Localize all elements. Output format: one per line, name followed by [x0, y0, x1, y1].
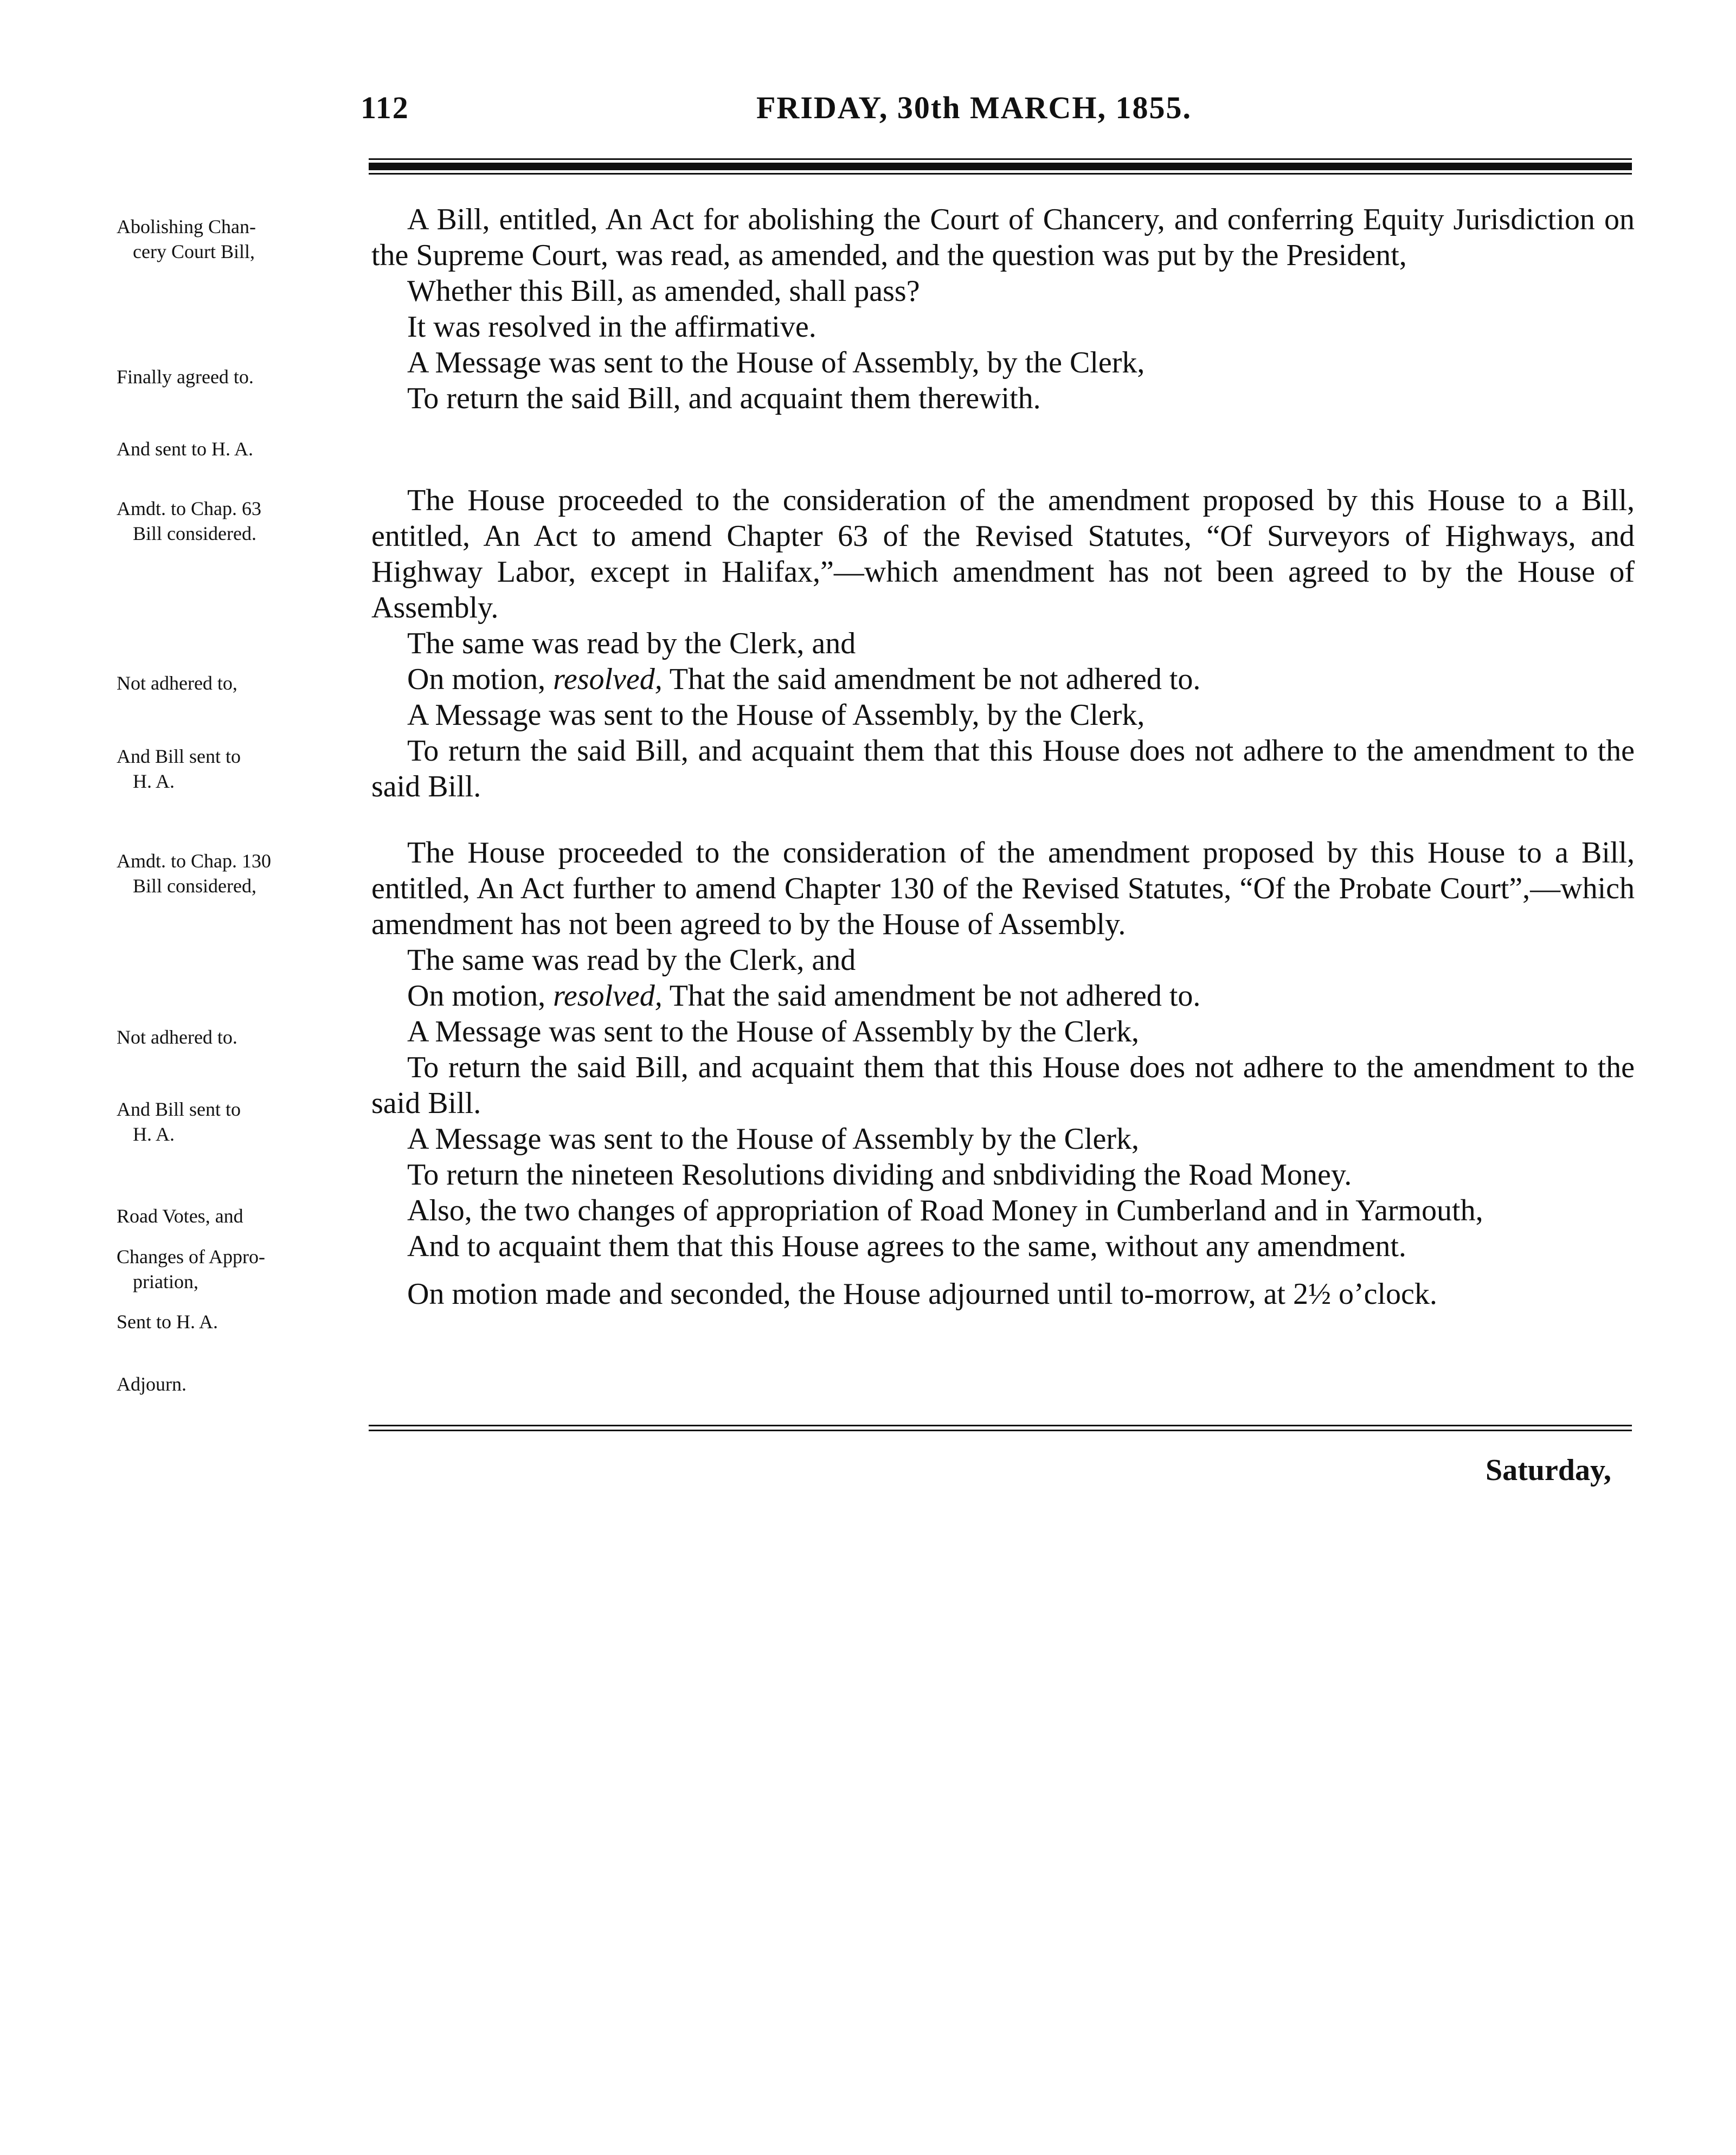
paragraph: A Bill, entitled, An Act for abolishing the Court of Chancery, and conferring Equity Jurisdiction on the Supreme Court, was read, as amended, and the question was put by the President, — [371, 203, 1635, 272]
margin-note: Amdt. to Chap. 130 Bill considered, — [117, 850, 271, 897]
margin-note: Adjourn. — [117, 1373, 187, 1395]
margin-note: Changes of Appro- priation, — [117, 1246, 265, 1292]
catchword: Saturday, — [1486, 1453, 1611, 1487]
paragraph: Whether this Bill, as amended, shall pass? — [407, 274, 920, 308]
paragraph: A Message was sent to the House of Assembly, by the Clerk, — [407, 698, 1145, 732]
paragraph: And to acquaint them that this House agrees to the same, without any amendment. — [407, 1230, 1406, 1263]
margin-note: And Bill sent to H. A. — [117, 1098, 241, 1145]
section-chapter-63 — [371, 483, 1635, 805]
paragraph: The House proceeded to the consideration of the amendment proposed by this House to a Bill, entitled, An Act to amend Chapter 63 of the Revised Statutes, “Of Surveyors of Highways, and Highway Labor, except in Halifax,”—which amendment has not been agreed to by the House of Assembly. — [371, 484, 1635, 625]
paragraph: A Message was sent to the House of Assembly by the Clerk, — [407, 1015, 1140, 1048]
margin-note: Abolishing Chan- cery Court Bill, — [117, 216, 256, 262]
margin-note: Not adhered to. — [117, 1026, 237, 1048]
section-chapter-130 — [371, 835, 1635, 1312]
paragraph: To return the said Bill, and acquaint them therewith. — [407, 382, 1041, 415]
paragraph: A Message was sent to the House of Assembly, by the Clerk, — [407, 346, 1145, 379]
margin-note: And sent to H. A. — [117, 438, 253, 460]
paragraph: It was resolved in the affirmative. — [407, 310, 816, 344]
footer-rule — [369, 1425, 1632, 1431]
paragraph: The same was read by the Clerk, and — [407, 627, 856, 660]
section-chancery-bill — [371, 202, 1635, 416]
paragraph: Also, the two changes of appropriation of Road Money in Cumberland and in Yarmouth, — [407, 1194, 1483, 1227]
margin-note: Road Votes, and — [117, 1205, 243, 1227]
paragraph: On motion made and seconded, the House adjourned until to-morrow, at 2½ o’clock. — [407, 1277, 1437, 1311]
page-date-heading: FRIDAY, 30th MARCH, 1855. — [756, 90, 1192, 125]
margin-note: Not adhered to, — [117, 672, 237, 694]
margin-note: Sent to H. A. — [117, 1311, 218, 1333]
header-rule — [369, 158, 1632, 175]
paragraph: The same was read by the Clerk, and — [407, 943, 856, 977]
paragraph: To return the nineteen Resolutions dividing and snbdividing the Road Money. — [407, 1158, 1352, 1192]
page-number: 112 — [361, 90, 409, 125]
margin-note: Finally agreed to. — [117, 366, 254, 388]
paragraph: The House proceeded to the consideration of the amendment proposed by this House to a Bill, entitled, An Act further to amend Chapter 130 of the Revised Statutes, “Of the Probate Court”,—which amendment has not been agreed to by the House of Assembly. — [371, 836, 1635, 941]
margin-note: Amdt. to Chap. 63 Bill considered. — [117, 498, 261, 544]
paragraph: On motion, resolved, That the said amendment be not adhered to. — [407, 979, 1201, 1013]
margin-note: And Bill sent to H. A. — [117, 745, 241, 792]
paragraph: To return the said Bill, and acquaint them that this House does not adhere to the amendment to the said Bill. — [371, 1051, 1635, 1120]
paragraph: A Message was sent to the House of Assembly by the Clerk, — [407, 1122, 1140, 1156]
paragraph: To return the said Bill, and acquaint them that this House does not adhere to the amendment to the said Bill. — [371, 734, 1635, 803]
paragraph: On motion, resolved, That the said amendment be not adhered to. — [407, 662, 1201, 696]
